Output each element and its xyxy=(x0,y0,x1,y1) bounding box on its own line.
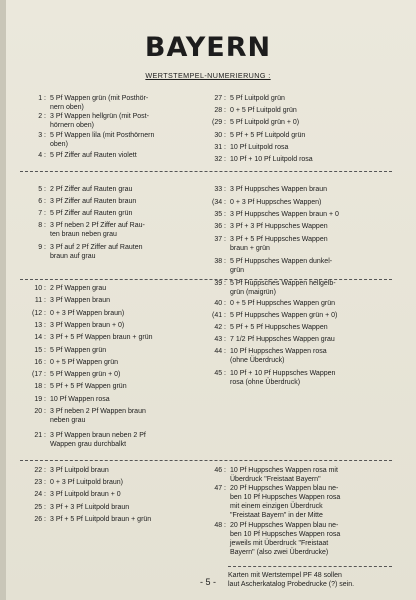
entry-text: 10 Pf + 10 Pf Luitpold rosa xyxy=(230,156,313,163)
entry-number: 2 : xyxy=(38,113,46,120)
entry-number: 5 : xyxy=(38,186,46,193)
entry-text: 3 Pf Huppsches Wappen braun xyxy=(230,186,328,193)
entry-number: 13 : xyxy=(34,322,46,329)
entry-number: 48 : xyxy=(214,522,226,529)
entry-number: 45 : xyxy=(214,370,226,377)
entry-number: 1 : xyxy=(38,95,46,102)
entry-number: 25 : xyxy=(34,504,46,511)
entry-number: 9 : xyxy=(38,244,46,251)
entry-text: 7 1/2 Pf Huppsches Wappen grau xyxy=(230,336,335,343)
entry-number: (29 : xyxy=(211,119,226,126)
entry-text: 5 Pf Luitpold grün xyxy=(230,95,285,102)
entry-number: (34 : xyxy=(211,199,226,206)
entry-number: 46 : xyxy=(214,467,226,474)
entry-text: 20 Pf Huppsches Wappen blau ne- ben 10 Pf Huppsches Wappen rosa jeweils mit Überdruck "Freistaat Bayern" (also zwei Überdrucke) xyxy=(230,522,341,556)
entry-text: 5 Pf + 5 Pf Luitpold grün xyxy=(230,132,306,139)
entry-number: 30 : xyxy=(214,132,226,139)
entry-text: 3 Pf neben 2 Pf Wappen braun neben grau xyxy=(50,408,146,424)
entry-number: 22 : xyxy=(34,467,46,474)
entry-number: 42 : xyxy=(214,324,226,331)
entry-number: 11 : xyxy=(34,297,46,304)
entry-text: 5 Pf Huppsches Wappen grün + 0) xyxy=(230,312,338,319)
entry-number: 7 : xyxy=(38,210,46,217)
entry-number: 26 : xyxy=(34,516,46,523)
entry-text: 3 Pf Ziffer auf Rauten braun xyxy=(50,198,137,205)
entry-number: 28 : xyxy=(214,107,226,114)
entry-text: 10 Pf Huppsches Wappen rosa (ohne Überdruck) xyxy=(230,348,327,364)
entry-text: 5 Pf Luitpold grün + 0) xyxy=(230,119,300,126)
entry-text: 0 + 5 Pf Huppsches Wappen grün xyxy=(230,300,335,307)
entry-text: 3 Pf Luitpold braun + 0 xyxy=(50,491,121,498)
entry-text: 20 Pf Huppsches Wappen blau ne- ben 10 Pf Huppsches Wappen rosa mit einem einzigen Überdruck "Freistaat Bayern" in der Mitte xyxy=(230,485,341,519)
page-edge-shadow xyxy=(0,0,6,600)
entry-text: 10 Pf Huppsches Wappen rosa mit Überdruck "Freistaat Bayern" xyxy=(230,467,338,483)
entry-text: 3 Pf Luitpold braun xyxy=(50,467,109,474)
page-title: BAYERN xyxy=(144,32,272,63)
entry-number: 10 : xyxy=(34,285,46,292)
entry-text: 0 + 3 Pf Wappen braun) xyxy=(50,310,125,317)
entry-number: 20 : xyxy=(34,408,46,415)
entry-number: 31 : xyxy=(214,144,226,151)
entry-text: 3 Pf neben 2 Pf Ziffer auf Rau- ten braun neben grau xyxy=(50,222,145,238)
entry-text: 3 Pf Huppsches Wappen braun + 0 xyxy=(230,211,339,218)
separator-1 xyxy=(20,171,392,172)
entry-text: 10 Pf Luitpold rosa xyxy=(230,144,289,151)
entry-number: 8 : xyxy=(38,222,46,229)
entry-text: 10 Pf Wappen rosa xyxy=(50,396,110,403)
entry-number: 36 : xyxy=(214,223,226,230)
entry-text: 0 + 5 Pf Wappen grün xyxy=(50,359,119,366)
entry-text: 5 Pf Wappen grün xyxy=(50,347,107,354)
entry-text: 2 Pf Ziffer auf Rauten grau xyxy=(50,186,133,193)
section-subtitle: WERTSTEMPEL-NUMERIERUNG : xyxy=(145,71,271,80)
entry-number: 38 : xyxy=(214,258,226,265)
entry-text: 5 Pf Wappen grün + 0) xyxy=(50,371,121,378)
entry-text: 3 Pf + 5 Pf Huppsches Wappen braun + grün xyxy=(230,236,328,252)
entry-text: 5 Pf + 5 Pf Huppsches Wappen xyxy=(230,324,328,331)
entry-number: 14 : xyxy=(34,334,46,341)
entry-text: 0 + 3 Pf Huppsches Wappen) xyxy=(230,199,322,206)
entry-text: 3 Pf Wappen braun xyxy=(50,297,111,304)
entry-number: 47 : xyxy=(214,485,226,492)
entry-text: 3 Pf + 5 Pf Luitpold braun + grün xyxy=(50,516,152,523)
entry-number: 23 : xyxy=(34,479,46,486)
entry-text: 3 Pf + 3 Pf Huppsches Wappen xyxy=(230,223,328,230)
footnote: Karten mit Wertstempel PF 48 sollen laut Ascherkatalog Probedrucke (?) sein. xyxy=(228,572,355,588)
entry-text: 3 Pf Wappen hellgrün (mit Post- hörnern oben) xyxy=(50,113,149,129)
entry-number: 3 : xyxy=(38,132,46,139)
entry-number: 24 : xyxy=(34,491,46,498)
entry-text: 5 Pf Huppsches Wappen dunkel- grün xyxy=(230,258,333,274)
entry-number: 18 : xyxy=(34,383,46,390)
entry-text: 0 + 5 Pf Luitpold grün xyxy=(230,107,297,114)
entry-text: 3 Pf Wappen braun + 0) xyxy=(50,322,125,329)
separator-3 xyxy=(20,460,392,461)
entry-number: 16 : xyxy=(34,359,46,366)
entry-number: (17 : xyxy=(31,371,46,378)
entry-number: 21 : xyxy=(34,432,46,439)
entry-number: 33 : xyxy=(214,186,226,193)
entry-number: 37 : xyxy=(214,236,226,243)
entry-text: 3 Pf Wappen braun neben 2 Pf Wappen grau durchbalkt xyxy=(50,432,146,448)
entry-text: 5 Pf Wappen grün (mit Posthör- nern oben) xyxy=(50,95,149,111)
entry-number: (12 : xyxy=(31,310,46,317)
entry-text: 5 Pf Ziffer auf Rauten grün xyxy=(50,210,133,217)
entry-number: 6 : xyxy=(38,198,46,205)
entry-number: 4 : xyxy=(38,152,46,159)
entry-text: 5 Pf Wappen lila (mit Posthörnern oben) xyxy=(50,132,155,148)
entry-number: 39 : xyxy=(214,280,226,287)
entry-number: 40 : xyxy=(214,300,226,307)
entry-number: 27 : xyxy=(214,95,226,102)
entry-text: 5 Pf Ziffer auf Rauten violett xyxy=(50,152,137,159)
entry-text: 10 Pf + 10 Pf Huppsches Wappen rosa (ohne Überdruck) xyxy=(230,370,336,386)
entry-number: 44 : xyxy=(214,348,226,355)
entry-number: 32 : xyxy=(214,156,226,163)
page-number: - 5 - xyxy=(199,577,216,587)
entry-number: 15 : xyxy=(34,347,46,354)
entry-text: 3 Pf + 3 Pf Luitpold braun xyxy=(50,504,130,511)
entry-text: 5 Pf + 5 Pf Wappen grün xyxy=(50,383,127,390)
separator-note xyxy=(228,566,392,567)
entry-text: 0 + 3 Pf Luitpold braun) xyxy=(50,479,123,486)
entry-number: 35 : xyxy=(214,211,226,218)
entry-number: (41 : xyxy=(211,312,226,319)
entry-number: 43 : xyxy=(214,336,226,343)
entry-text: 5 Pf Huppsches Wappen hellgelb- grün (maigrün) xyxy=(230,280,336,296)
entry-text: 3 Pf + 5 Pf Wappen braun + grün xyxy=(50,334,153,341)
entry-text: 3 Pf auf 2 Pf Ziffer auf Rauten braun auf grau xyxy=(50,244,143,260)
entry-number: 19 : xyxy=(34,396,46,403)
entry-text: 2 Pf Wappen grau xyxy=(50,285,107,292)
